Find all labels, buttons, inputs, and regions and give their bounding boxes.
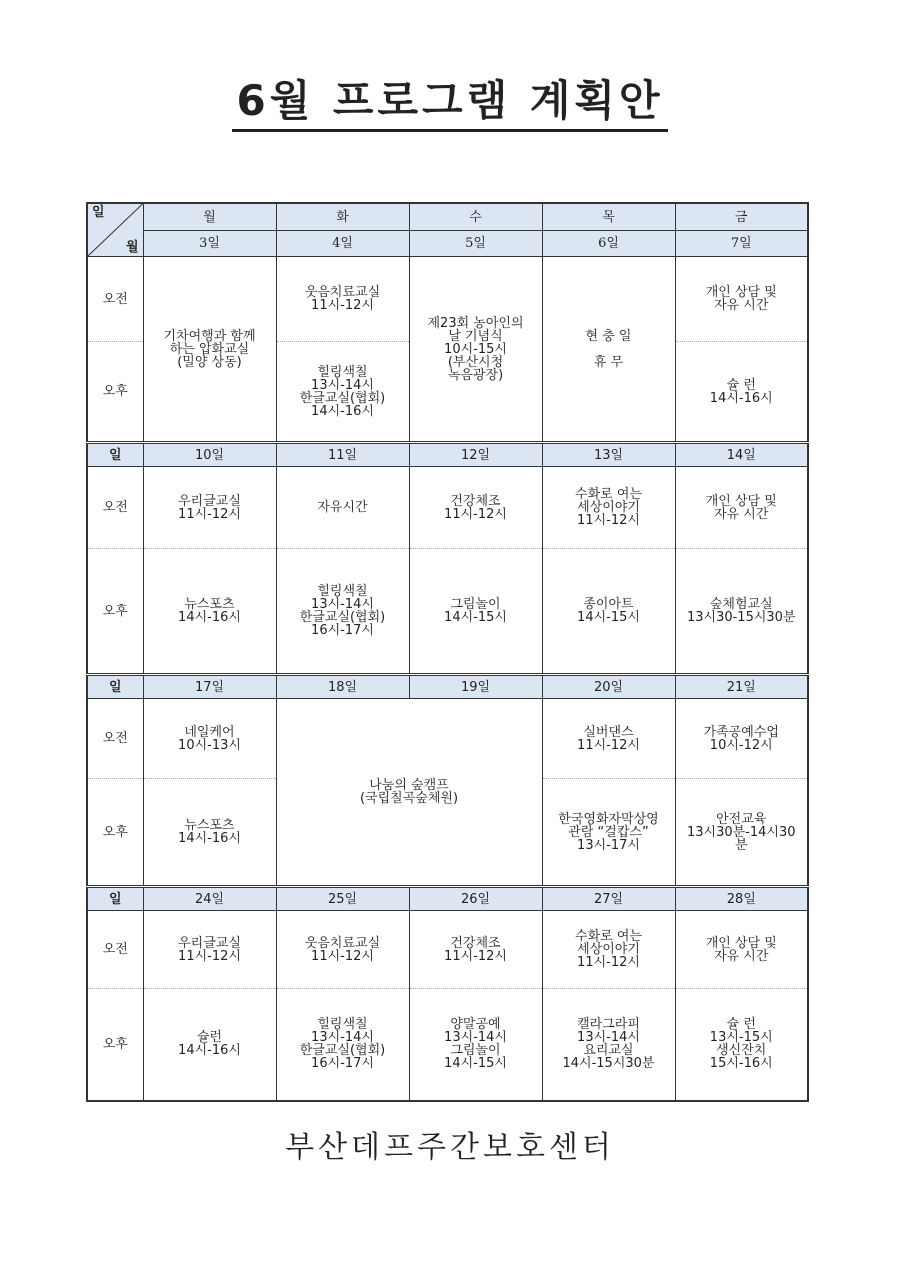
- program-cell: 한국영화자막상영 관람 “걸캅스” 13시-17시: [542, 779, 675, 887]
- date-cell: 5일: [409, 231, 542, 257]
- camp-program-cell: 나눔의 숲캠프 (국립칠곡숲체원): [276, 699, 542, 887]
- date-cell: 28일: [675, 887, 808, 911]
- organization-name: 부산데프주간보호센터: [285, 1130, 615, 1165]
- week4-am-row: [87, 911, 808, 989]
- program-cell: 웃음치료교실 11시-12시: [276, 257, 409, 342]
- pm-label: 오후: [87, 779, 143, 887]
- program-cell: 캘라그라피 13시-14시 요리교실 14시-15시30분: [542, 989, 675, 1101]
- weekday-tue: 화: [276, 203, 409, 231]
- program-cell: 힐링색칠 13시-14시 한글교실(협회) 14시-16시: [276, 342, 409, 443]
- program-cell: 실버댄스 11시-12시: [542, 699, 675, 779]
- date-cell: 20일: [542, 675, 675, 699]
- date-cell: 10일: [143, 443, 276, 467]
- week3-am-row: [87, 699, 808, 779]
- date-cell: 17일: [143, 675, 276, 699]
- week3-date-row: [87, 675, 808, 699]
- page-title-text: 6월 프로그램 계획안: [232, 76, 667, 132]
- program-cell: 기차여행과 함께 하는 압화교실 (밀양 상동): [143, 257, 276, 443]
- program-cell: 우리글교실 11시-12시: [143, 467, 276, 549]
- date-cell: 4일: [276, 231, 409, 257]
- am-label: 오전: [87, 699, 143, 779]
- pm-label: 오후: [87, 342, 143, 443]
- program-cell: 가족공예수업 10시-12시: [675, 699, 808, 779]
- holiday-cell: 현 충 일 휴 무: [542, 257, 675, 443]
- program-cell: 안전교육 13시30분-14시30 분: [675, 779, 808, 887]
- weekday-wed: 수: [409, 203, 542, 231]
- am-label: 오전: [87, 911, 143, 989]
- program-cell: 우리글교실 11시-12시: [143, 911, 276, 989]
- week2-pm-row: [87, 549, 808, 675]
- date-cell: 12일: [409, 443, 542, 467]
- program-cell: 숲체험교실 13시30-15시30분: [675, 549, 808, 675]
- program-cell: 네일케어 10시-13시: [143, 699, 276, 779]
- date-cell: 7일: [675, 231, 808, 257]
- week4-date-row: [87, 887, 808, 911]
- week2-date-row: [87, 443, 808, 467]
- program-cell: 뉴스포츠 14시-16시: [143, 549, 276, 675]
- weekday-thu: 목: [542, 203, 675, 231]
- pm-label: 오후: [87, 549, 143, 675]
- program-cell: 개인 상담 및 자유 시간: [675, 467, 808, 549]
- corner-month-label: 월: [125, 240, 139, 255]
- program-cell: 개인 상담 및 자유 시간: [675, 257, 808, 342]
- program-cell: 슐 런 14시-16시: [675, 342, 808, 443]
- week4-pm-row: [87, 989, 808, 1101]
- date-cell: 21일: [675, 675, 808, 699]
- date-cell: 26일: [409, 887, 542, 911]
- date-cell: 3일: [143, 231, 276, 257]
- program-cell: 종이아트 14시-15시: [542, 549, 675, 675]
- week-label: 일: [87, 887, 143, 911]
- program-cell: 수화로 여는 세상이야기 11시-12시: [542, 467, 675, 549]
- program-cell: 양말공예 13시-14시 그림놀이 14시-15시: [409, 989, 542, 1101]
- program-cell: 수화로 여는 세상이야기 11시-12시: [542, 911, 675, 989]
- weekday-header-row: [87, 203, 808, 231]
- date-cell: 19일: [409, 675, 542, 699]
- week1-am-row: [87, 257, 808, 342]
- weekday-fri: 금: [675, 203, 808, 231]
- program-cell: 슐런 14시-16시: [143, 989, 276, 1101]
- program-calendar: [86, 202, 809, 1102]
- week-label: 일: [87, 675, 143, 699]
- date-cell: 6일: [542, 231, 675, 257]
- date-cell: 25일: [276, 887, 409, 911]
- date-cell: 14일: [675, 443, 808, 467]
- program-cell: 건강체조 11시-12시: [409, 911, 542, 989]
- program-cell: 그림놀이 14시-15시: [409, 549, 542, 675]
- date-cell: 27일: [542, 887, 675, 911]
- program-cell: 슐 런 13시-15시 생신잔치 15시-16시: [675, 989, 808, 1101]
- date-cell: 24일: [143, 887, 276, 911]
- am-label: 오전: [87, 257, 143, 342]
- date-cell: 11일: [276, 443, 409, 467]
- program-cell: 제23회 농아인의 날 기념식 10시-15시 (부산시청 녹음광장): [409, 257, 542, 443]
- corner-cell: [87, 203, 143, 257]
- week1-date-row: [87, 231, 808, 257]
- program-cell: 힐링색칠 13시-14시 한글교실(협회) 16시-17시: [276, 549, 409, 675]
- program-cell: 힐링색칠 13시-14시 한글교실(협회) 16시-17시: [276, 989, 409, 1101]
- program-cell: 웃음치료교실 11시-12시: [276, 911, 409, 989]
- program-cell: 건강체조 11시-12시: [409, 467, 542, 549]
- corner-day-label: 일: [92, 205, 105, 220]
- date-cell: 18일: [276, 675, 409, 699]
- week2-am-row: [87, 467, 808, 549]
- page-title: [0, 68, 900, 128]
- program-cell: 개인 상담 및 자유 시간: [675, 911, 808, 989]
- am-label: 오전: [87, 467, 143, 549]
- pm-label: 오후: [87, 989, 143, 1101]
- date-cell: 13일: [542, 443, 675, 467]
- week-label: 일: [87, 443, 143, 467]
- weekday-mon: 월: [143, 203, 276, 231]
- program-cell: 뉴스포츠 14시-16시: [143, 779, 276, 887]
- program-cell: 자유시간: [276, 467, 409, 549]
